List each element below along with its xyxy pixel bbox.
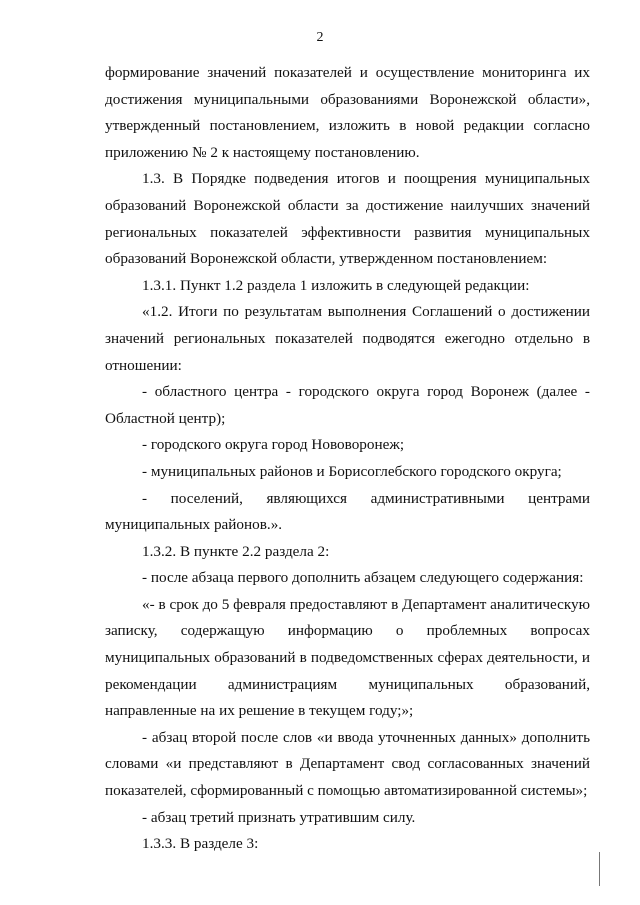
list-item-municipal-districts: - муниципальных районов и Борисоглебского городского округа; bbox=[142, 462, 562, 480]
paragraph-quote-deadline: «- в срок до 5 февраля предоставляют в Департамент аналитическую записку, содержащую информацию о проблемных вопросах муниципальных образований в подведомственных сферах деятельности, и рекомендации администрациям муниципальных образований, направленные на их решение в текущем году;»; bbox=[105, 595, 590, 720]
list-item-after-first-paragraph: - после абзаца первого дополнить абзацем следующего содержания: bbox=[142, 569, 584, 587]
paragraph-quote-1-2: «1.2. Итоги по результатам выполнения Соглашений о достижении значений региональных показателей подводятся ежегодно отдельно в отношении: bbox=[105, 303, 590, 374]
paragraph-1-3: 1.3. В Порядке подведения итогов и поощрения муниципальных образований Воронежской области за достижение наилучших значений региональных показателей эффективности развития муниципальных образований Воронежской области, утвержденном постановлением: bbox=[105, 170, 590, 268]
list-item-second-paragraph: - абзац второй после слов «и ввода уточненных данных» дополнить словами «и представляют в Департамент свод согласованных значений показателей, сформированный с помощью автоматизированной системы»; bbox=[105, 728, 590, 800]
scan-edge-mark bbox=[599, 852, 600, 886]
paragraph-1-3-1: 1.3.1. Пункт 1.2 раздела 1 изложить в следующей редакции: bbox=[142, 276, 530, 294]
paragraph-1-3-3: 1.3.3. В разделе 3: bbox=[142, 835, 259, 853]
paragraph-continuation: формирование значений показателей и осуществление мониторинга их достижения муниципальными образованиями Воронежской области», утвержденный постановлением, изложить в новой редакции согласно приложению № 2 к настоящему постановлению. bbox=[105, 64, 590, 161]
document-body bbox=[105, 60, 590, 858]
page-number: 2 bbox=[316, 30, 324, 45]
list-item-settlements: - поселений, являющихся административными центрами муниципальных районов.». bbox=[105, 489, 590, 534]
list-item-oblast-center: - областного центра - городского округа город Воронеж (далее - Областной центр); bbox=[105, 383, 590, 427]
list-item-novovoronezh: - городского округа город Нововоронеж; bbox=[142, 436, 405, 454]
list-item-third-paragraph: - абзац третий признать утратившим силу. bbox=[142, 808, 416, 826]
paragraph-1-3-2: 1.3.2. В пункте 2.2 раздела 2: bbox=[142, 542, 330, 560]
